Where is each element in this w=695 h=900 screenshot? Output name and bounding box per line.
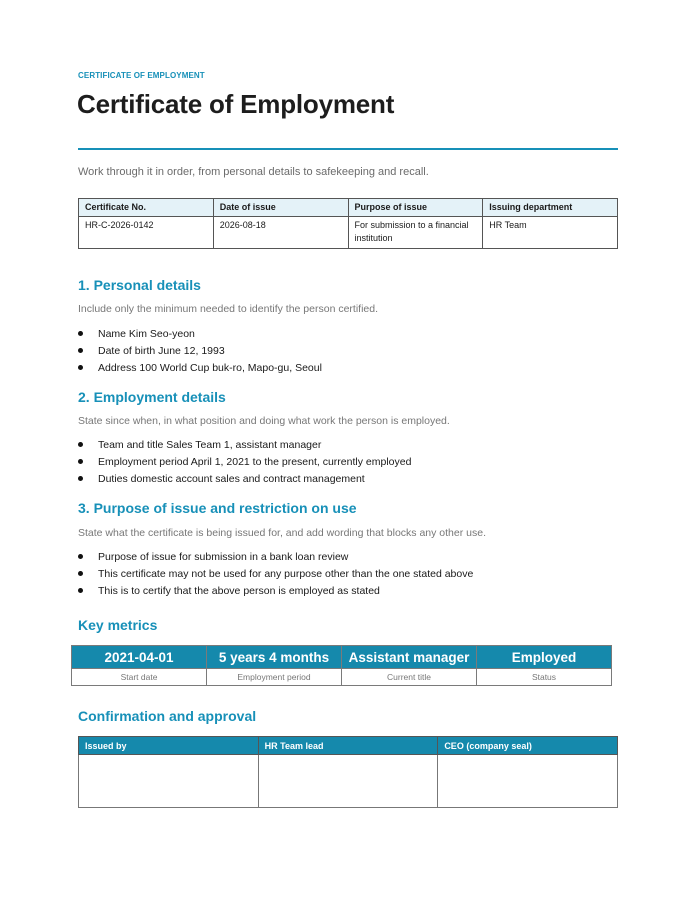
metric-label-employment-period: Employment period [207,669,342,686]
title-divider [78,148,618,150]
list-item-text: Address 100 World Cup buk-ro, Mapo-gu, Seoul [98,362,322,374]
approval-header-hr-team-lead: HR Team lead [258,737,438,755]
bullet-icon [78,588,83,593]
key-metrics-title: Key metrics [78,617,158,633]
meta-header-row [79,199,618,217]
list-item-text: Name Kim Seo-yeon [98,328,195,340]
bullet-icon [78,348,83,353]
list-item [78,438,411,455]
bullet-icon [78,365,83,370]
bullet-icon [78,442,83,447]
meta-header-certificate-no: Certificate No. [79,199,214,217]
meta-value-row [79,217,618,249]
metrics-label-row [72,669,612,686]
list-item-text: Date of birth June 12, 1993 [98,345,225,357]
list-item-text: Employment period April 1, 2021 to the present, currently employed [98,456,412,468]
section-title-personal-details: 1. Personal details [78,277,201,293]
list-item [78,550,473,567]
purpose-restriction-list [78,550,473,601]
metric-label-current-title: Current title [342,669,477,686]
metric-value-current-title: Assistant manager [342,646,477,669]
list-item [78,472,411,489]
bullet-icon [78,571,83,576]
list-item-text: Team and title Sales Team 1, assistant manager [98,439,322,451]
bullet-icon [78,554,83,559]
meta-header-department: Issuing department [483,199,618,217]
list-item [78,455,411,472]
signature-box-hr-team-lead[interactable] [258,755,438,808]
eyebrow-label: CERTIFICATE OF EMPLOYMENT [78,71,205,80]
key-metrics-table [71,645,612,686]
section-title-employment-details: 2. Employment details [78,389,226,405]
list-item-text: Purpose of issue for submission in a bank loan review [98,551,349,563]
meta-value-purpose: For submission to a financial institution [348,217,483,249]
approval-header-issued-by: Issued by [79,737,259,755]
page-title: Certificate of Employment [77,89,395,119]
meta-header-purpose: Purpose of issue [348,199,483,217]
list-item [78,344,322,361]
list-item [78,327,322,344]
list-item-text: Duties domestic account sales and contract management [98,473,365,485]
approval-header-row [79,737,618,755]
certificate-meta-table [78,198,618,249]
list-item [78,584,473,601]
bullet-icon [78,459,83,464]
meta-header-date-of-issue: Date of issue [213,199,348,217]
signature-box-issued-by[interactable] [79,755,259,808]
meta-value-department: HR Team [483,217,618,249]
metric-value-employment-period: 5 years 4 months [207,646,342,669]
employment-details-list [78,438,411,489]
meta-value-date-of-issue: 2026-08-18 [213,217,348,249]
list-item [78,567,473,584]
approval-table [78,736,618,808]
section-desc-purpose-restriction: State what the certificate is being issued for, and add wording that blocks any other use. [78,527,486,539]
metrics-value-row [72,646,612,669]
section-desc-personal-details: Include only the minimum needed to identify the person certified. [78,303,379,315]
metric-value-status: Employed [477,646,612,669]
intro-text: Work through it in order, from personal details to safekeeping and recall. [78,166,429,178]
personal-details-list [78,327,322,378]
signature-box-ceo[interactable] [438,755,618,808]
section-desc-employment-details: State since when, in what position and doing what work the person is employed. [78,415,450,427]
bullet-icon [78,331,83,336]
list-item-text: This certificate may not be used for any purpose other than the one stated above [98,568,474,580]
metric-value-start-date: 2021-04-01 [72,646,207,669]
list-item-text: This is to certify that the above person is employed as stated [98,585,380,597]
approval-signature-row [79,755,618,808]
metric-label-status: Status [477,669,612,686]
section-title-purpose-restriction: 3. Purpose of issue and restriction on use [78,500,357,516]
meta-value-certificate-no: HR-C-2026-0142 [79,217,214,249]
approval-header-ceo: CEO (company seal) [438,737,618,755]
approval-title: Confirmation and approval [78,708,257,724]
metric-label-start-date: Start date [72,669,207,686]
list-item [78,361,322,378]
bullet-icon [78,476,83,481]
